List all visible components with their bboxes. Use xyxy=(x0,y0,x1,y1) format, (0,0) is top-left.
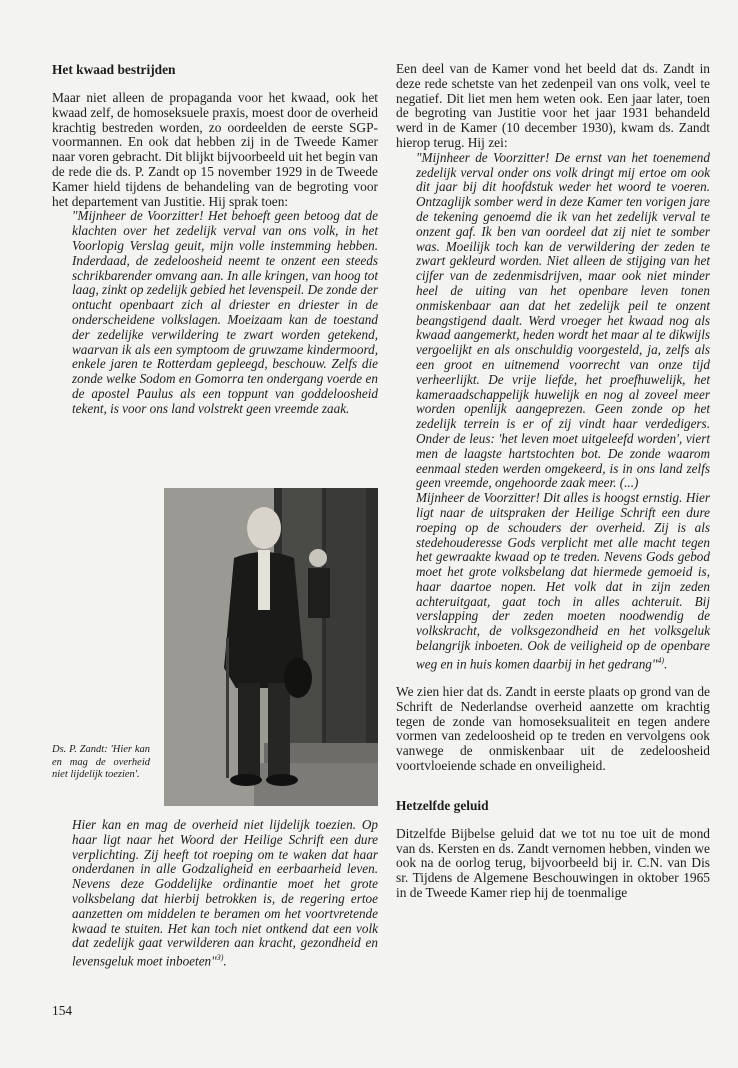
paragraph-conclusion: We zien hier dat ds. Zandt in eerste plaats op grond van de Schrift de Nederlandse overheid aanzette om krachtig tegen de zonde van homoseksualiteit en tegen andere vormen van zedeloosheid op te treden en vervolgens ook vanwege de onmiskenbaar uit de zedeloosheid voortvloeiende schade en onveiligheid. xyxy=(396,684,710,774)
portrait-photo xyxy=(164,488,378,806)
photo-caption: Ds. P. Zandt: 'Hier kan en mag de overheid niet lijdelijk toezien'. xyxy=(52,744,150,781)
footnote-ref-4[interactable]: 4) xyxy=(657,655,665,665)
section-heading-2: Hetzelfde geluid xyxy=(396,797,489,813)
paragraph-postwar: Ditzelfde Bijbelse geluid dat we tot nu toe uit de mond van ds. Kersten en ds. Zandt vernomen hebben, vinden we ook na de oorlog terug, bijvoorbeeld bij ir. C.N. van Dis sr. Tijdens de Algemene Beschouwingen in oktober 1965 in de Tweede Kamer riep hij de toenmalige xyxy=(396,825,710,901)
left-column xyxy=(52,62,378,417)
quote-1930: "Mijnheer de Voorzitter! De ernst van het toenemend zedelijk verval onder ons volk dringt mij ertoe om ook dit jaar bij dit hoofdstuk weder het woord te voeren. Ontzaglijk somber werd in deze Kamer ten vorigen jare de tekening genoemd die ik van het zedelijk verval te onzent gaf. Ik ben van oordeel dat zij niet te somber was. Moeilijk toch kan de verwildering der zeden te zwart gekleurd worden. Niet alleen de stijging van het cijfer van de zedenmisdrijven, maar ook niet minder heel de uiting van het openbare leven tonen onmiskenbaar aan dat het zedelijk peil te onzent beangstigend daalt. Werd vroeger het kwaad nog als kwaad aangemerkt, heden wordt het maar al te dikwijls vergoelijkt en als onschuldig voorgesteld, ja, zelfs als een groot en uitnemend voorrecht van onze tijd verheerlijkt. De vrije liefde, het proefhuwelijk, het kameraadschappelijk huwelijk en nog al zoveel meer worden openlijk aangeprezen. Geen zonde op het zedelijk terrein is er of zij vindt haar verdedigers. Onder de leus: 'het leven moet uitgeleefd worden', viert men de laagste hartstochten bot. De zonde waarom eenmaal steden werden omgekeerd, is in ons land zelfs geen vreemde, ongehoorde zaak meer. (...) xyxy=(416,149,710,491)
intro-paragraph: Maar niet alleen de propaganda voor het kwaad, ook het kwaad zelf, de homoseksuele praxis, moest door de overheid krachtig bestreden worden, zo oordeelden de eerste SGP-voormannen. En ook dat hebben zij in de Tweede Kamer naar voren gebracht. Dit blijkt bijvoorbeeld uit het begin van de rede die ds. P. Zandt op 15 november 1929 in de Tweede Kamer hield tijdens de behandeling van de begroting voor het departement van Justitie. Hij sprak toen: xyxy=(52,90,378,209)
right-column xyxy=(396,62,710,901)
quote-1929: "Mijnheer de Voorzitter! Het behoeft geen betoog dat de klachten over het zedelijk verval van ons volk, in het Voorlopig Verslag geuit, mijn volle instemming hebben. Inderdaad, de zedeloosheid neemt te onzent een steeds schrikbarender omvang aan. In alle kringen, van hoog tot laag, zinkt op zedelijk gebied het levenspeil. De zonde der ontucht openbaart zich al driester en driester in de onderscheidene volkslagen. Moeizaam kan de toestand der zedelijke verwildering te zwart worden getekend, waarvan ik als een symptoom de gruwzame kindermoord, enkele jaren te Rotterdam gepleegd, beschouw. Zelfs die zonde welke Sodom en Gomorra ten ondergang voerde en de apostel Paulus als een toppunt van goddeloosheid tekent, is voor ons land volstrekt geen vreemde zaak. xyxy=(72,208,378,416)
quote-1930-continued: Mijnheer de Voorzitter! Dit alles is hoogst ernstig. Hier ligt naar de uitspraken der Heilige Schrift een dure roeping op de schouders der overheid. Zij is als stedehouderesse Gods verplicht met alle macht tegen het gewraakte kwaad op te treden. Nevens Gods gebod moet het grote volksbelang dat hiermede gemoeid is, haar daartoe nopen. Het volk dat in zijn zeden achteruitgaat, gaat toch in alles achteruit. Bij verslapping der zeden moeten noodwendig de volkskracht, de volksgezondheid en het volksgeluk belangrijk inboeten. Ook de veiligheid op de openbare weg en in huis komen daarbij in het gedrang"$^{4)}$. xyxy=(416,490,710,672)
paragraph-reaction: Een deel van de Kamer vond het beeld dat ds. Zandt in deze rede schetste van het zedenpeil van ons volk, veel te negatief. Dit liet men hem weten ook. Een jaar later, toen de begroting van Justitie voor het jaar 1931 behandeld werd in de Kamer (10 december 1930), kwam ds. Zandt hierop terug. Hij zei: xyxy=(396,61,710,150)
photo-block xyxy=(52,488,378,808)
left-column-continued xyxy=(52,818,378,969)
page-number: 154 xyxy=(52,1003,73,1018)
footnote-ref-3[interactable]: 3) xyxy=(216,953,224,963)
section-heading: Het kwaad bestrijden xyxy=(52,62,176,77)
quote-1929-continued: Hier kan en mag de overheid niet lijdelijk toezien. Op haar ligt naar het Woord der Heilige Schrift een dure verplichting. Zij heeft tot roeping om te waken dat haar onderdanen in alle Godzaligheid en eerbaarheid leven. Nevens deze Goddelijke ordinantie moet het grote volksbelang dat hierbij betrokken is, de regering ertoe aanzetten om middelen te beramen om het voortvretende kwaad te stuiten. Het kan toch niet ontkend dat een volk dat zedelijk gaat verwilderen aan kracht, gezondheid en levensgeluk moet inboeten"$^{3)}$. xyxy=(72,817,378,969)
